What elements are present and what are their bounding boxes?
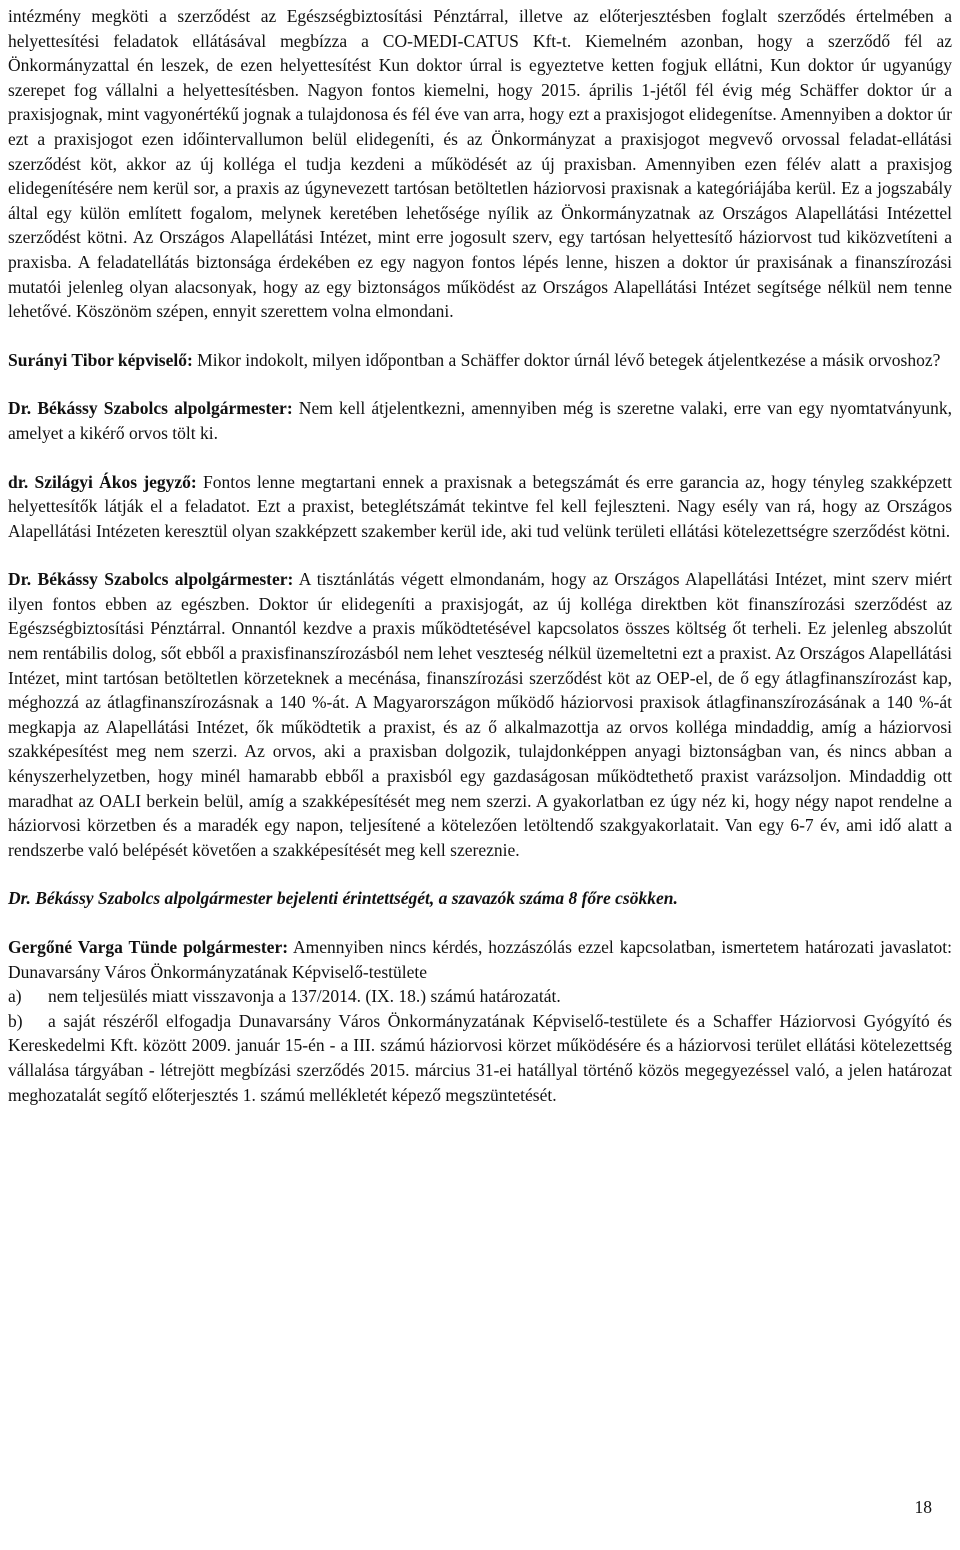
speech-text: Amennyiben nincs kérdés, hozzászólás ezzel kapcsolatban, ismertetem határozati javaslatot: Dunavarsány Város Önkormányzatának Képviselő-testülete — [8, 937, 952, 982]
speaker-name: Dr. Békássy Szabolcs alpolgármester: — [8, 569, 294, 590]
document-page — [8, 4, 952, 1107]
list-marker: a) — [8, 986, 22, 1007]
paragraph-bekassy-1 — [8, 396, 952, 445]
list-item-text: a saját részéről elfogadja Dunavarsány Város Önkormányzatának Képviselő-testülete és a Schaffer Háziorvosi Gyógyító és Kereskedelmi Kft. között 2009. január 15-én - a III. számú háziorvosi körzet működésére és a háziorvosi terület ellátási kötelezettség vállalása tárgyában - létrejött megbízási szerződés 2015. március 31-ei hatállyal történő közös megegyezéssel való, a jelen határozat meghozatalát segítő előterjesztés 1. számú mellékletét képező megszüntetését. — [8, 1010, 952, 1105]
speech-text: Fontos lenne megtartani ennek a praxisnak a betegszámát és erre garancia az, hogy tényleg szakképzett helyettesítők látják el a feladatot. Ezt a praxist, beteglétszámát tekintve fel kell fejleszteni. Nagy esély van rá, hogy az Országos Alapellátási Intézeten keresztül olyan szakképzett szakember kerül ide, aki tud velünk területi ellátási kötelezettségre szerződést kötni. — [8, 471, 952, 541]
paragraph-mayor — [8, 935, 952, 1107]
resolution-item-a — [8, 984, 952, 1009]
page-number: 18 — [914, 1497, 932, 1517]
conflict-notice: Dr. Békássy Szabolcs alpolgármester bejelenti érintettségét, a szavazók száma 8 főre csökken. — [8, 888, 678, 909]
speaker-name: dr. Szilágyi Ákos jegyző: — [8, 471, 197, 492]
paragraph-bekassy-2 — [8, 567, 952, 862]
list-marker: b) — [8, 1010, 23, 1031]
resolution-item-b — [8, 1009, 952, 1107]
paragraph-gap — [8, 911, 952, 935]
speaker-name: Surányi Tibor képviselő: — [8, 349, 193, 370]
paragraph-suranyi — [8, 348, 952, 373]
paragraph-gap — [8, 862, 952, 886]
speaker-name: Dr. Békássy Szabolcs alpolgármester: — [8, 398, 293, 419]
speech-text: A tisztánlátás végett elmondanám, hogy az Országos Alapellátási Intézet, mint szerv miért ilyen fontos ebben az egészben. Doktor úr elidegeníti a praxisjogát, az új kolléga direktben köt finanszírozási szerződést az Egészségbiztosítási Pénztárral. Onnantól kezdve a praxis működtetésével kapcsolatos összes költség őt terheli. Ez jelenleg abszolút nem rentábilis dolog, sőt ebből a praxisfinanszírozásból nem lehet veszteség nélkül üzemeltetni ezt a praxist. Az Országos Alapellátási Intézet, mint tartósan betöltetlen körzeteknek a mecénása, finanszírozási szerződést köt az OEP-el, de ő egy átlagfinanszírozást kap, méghozzá az átlagfinanszírozásnak a 140 %-át. A Magyarországon működő háziorvosi praxisok átlagfinanszírozásának a 140 %-át megkapja az Alapellátási Intézet, ők működtetik a praxist, és az ő alkalmazottja az orvos kolléga mindaddig, amíg a háziorvosi szakképesítést meg nem szerzi. Az orvos, aki a praxisban dolgozik, tulajdonképpen anyagi biztonságban van, és nincs abban a kényszerhelyzetben, hogy minél hamarabb ebből a praxisból egy gazdaságosan működtethető praxist varázsoljon. Mindaddig ott maradhat az OALI berkein belül, amíg a szakképesítését meg nem szerzi. A gyakorlatban ez úgy néz ki, hogy négy napot rendelne a háziorvosi körzetben és a maradék egy napon, teljesítené a kötelezően letöltendő szakgyakorlatait. Van egy 6-7 év, ami idő alatt a rendszerbe való belépését követően a szakképesítését meg kell szereznie. — [8, 569, 952, 860]
paragraph-gap — [8, 372, 952, 396]
paragraph-gap — [8, 446, 952, 470]
list-item-text: nem teljesülés miatt visszavonja a 137/2014. (IX. 18.) számú határozatát. — [48, 986, 561, 1007]
speech-text: Mikor indokolt, milyen időpontban a Schäffer doktor úrnál lévő betegek átjelentkezése a másik orvoshoz? — [192, 349, 941, 370]
paragraph-gap — [8, 324, 952, 348]
paragraph-gap — [8, 543, 952, 567]
speech-text: Nem kell átjelentkezni, amennyiben még is szeretne valaki, erre van egy nyomtatványunk, amelyet a kikérő orvos tölt ki. — [8, 398, 952, 443]
speaker-name: Gergőné Varga Tünde polgármester: — [8, 937, 289, 957]
paragraph-intro: intézmény megköti a szerződést az Egészségbiztosítási Pénztárral, illetve az előterjesztésben foglalt szerződés értelmében a helyettesítési feladatok ellátásával megbízza a CO-MEDI-CATUS Kft-t. Kiemelném azonban, hogy a szerződő fél az Önkormányzattal én leszek, de ezen helyettesítést Kun doktor úrral is egyeztetve ketten fogjuk ellátni, Kun doktor úr ugyanúgy szerepet fog vállalni a helyettesítésben. Nagyon fontos kiemelni, hogy 2015. április 1-jétől fél évig még Schäffer doktor úr a praxisjognak, mint vagyonértékű jognak a tulajdonosa és fél éve van arra, hogy ezt a praxisjogot elidegenítse. Amennyiben a doktor úr ezt a praxisjogot ezen időintervallumon belül elidegeníti, és az Önkormányzat a praxisjogot megvevő orvossal feladat-ellátási szerződést köt, akkor az új kolléga el tudja kezdeni a működését az új praxisban. Amennyiben ezen félév alatt a praxisjog elidegenítésére nem kerül sor, a praxis az úgynevezett tartósan betöltetlen háziorvosi praxisnak a kategóriájába kerül. Ez a jogszabály által egy külön említett fogalom, melynek keretében lehetősége nyílik az Önkormányzatnak az Országos Alapellátási Intézettel szerződést kötni. Az Országos Alapellátási Intézet, mint erre jogosult szerv, egy tartósan helyettesítő háziorvost tud kiközvetíteni a praxisba. A feladatellátás biztonsága érdekében ez egy nagyon fontos lépés lenne, hiszen a doktor úr praxisának a finanszírozási mutatói jelenleg olyan alacsonyak, hogy az egy biztonságos működést az Országos Alapellátási Intézet segítsége nélkül nem tenne lehetővé. Köszönöm szépen, ennyit szerettem volna elmondani. — [8, 6, 952, 322]
paragraph-szilagyi — [8, 470, 952, 544]
